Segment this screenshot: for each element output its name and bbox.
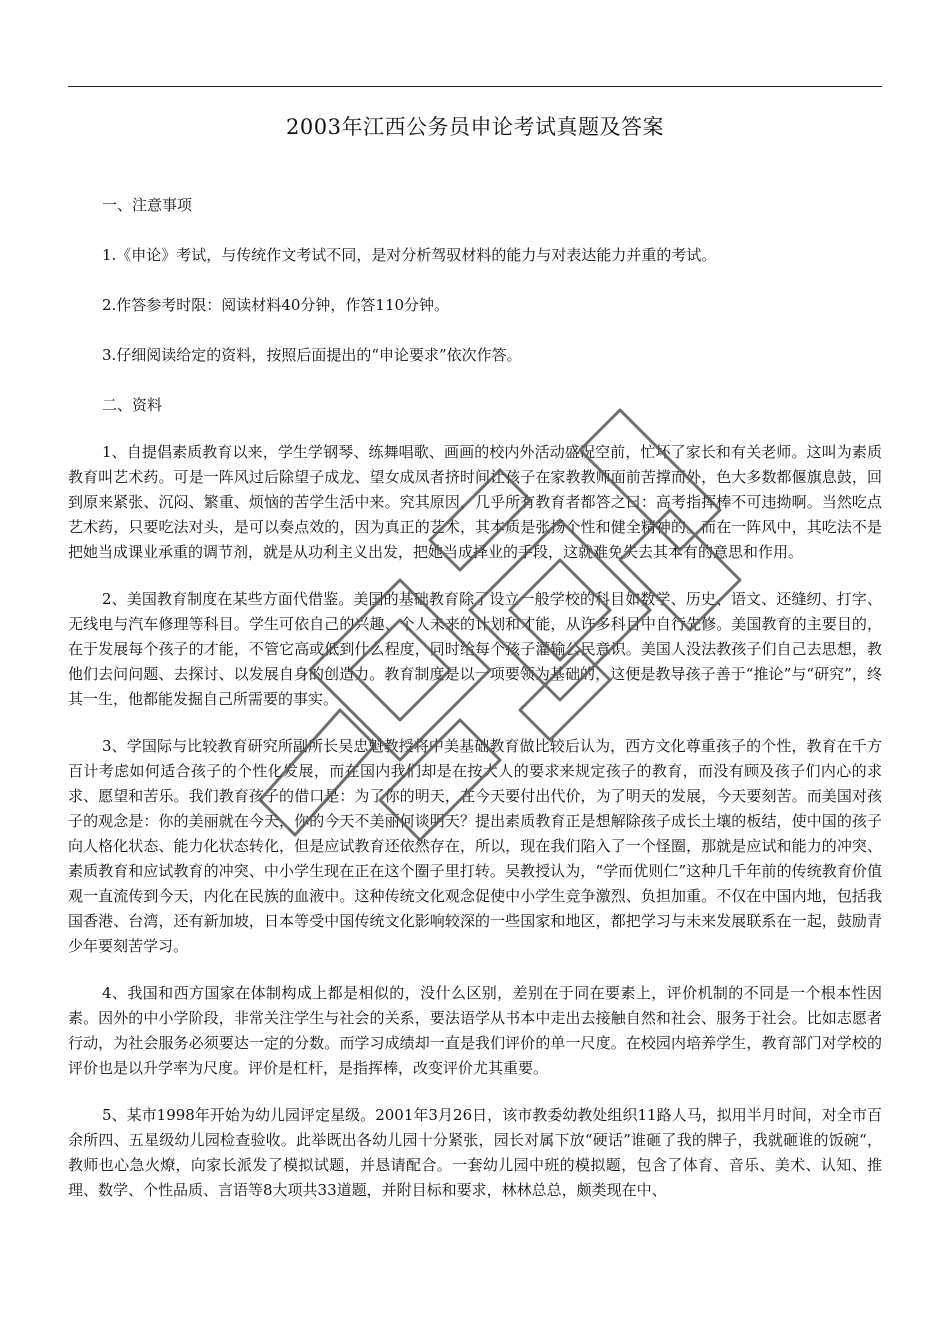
document-title: 2003年江西公务员申论考试真题及答案 bbox=[286, 115, 664, 139]
material-paragraph: 1、自提倡素质教育以来，学生学钢琴、练舞唱歌、画画的校内外活动盛况空前，忙坏了家长和有关老师。这叫为素质教育叫艺术药。可是一阵风过后除望子成龙、望女成凤者挤时间让孩子在家教教师面前苦撑而外，色大多数都偃旗息鼓，回到原来紧张、沉闷、繁重、烦恼的苦学生活中来。究其原因，几乎所有教育者都答之曰：高考指挥棒不可违拗啊。当然吃点艺术药，只要吃法对头，是可以奏点效的，因为真正的艺术，其本质是张扬个性和健全精神的。而在一阵风中，其吃法不是把她当成课业承重的调节剂，就是从功利主义出发，把她当成择业的手段，这就难免失去其本有的意思和作用。 bbox=[68, 443, 882, 561]
document-body bbox=[68, 190, 882, 1203]
materials-heading: 二、资料 bbox=[102, 396, 163, 414]
note-item: 3.仔细阅读给定的资料，按照后面提出的“申论要求”依次作答。 bbox=[102, 346, 522, 364]
note-item: 1.《申论》考试，与传统作文考试不同，是对分析驾驭材料的能力与对表达能力并重的考试。 bbox=[102, 246, 717, 264]
material-paragraph: 3、学国际与比较教育研究所副所长吴忠魁教授将中美基础教育做比较后认为，西方文化尊重孩子的个性，教育在千方百计考虑如何适合孩子的个性化发展，而在国内我们却是在按大人的要求来规定孩子的教育，而没有顾及孩子们内心的求求、愿望和苦乐。我们教育孩子的借口是：为了你的明天，在今天要付出代价，为了明天的发展，今天要刻苦。而美国对孩子的观念是：你的美丽就在今天，你的今天不美丽何谈明天？提出素质教育正是想解除孩子成长土壤的板结，使中国的孩子向人格化状态、能力化状态转化，但是应试教育还依然存在，所以，现在我们陷入了一个怪圈，那就是应试和能力的冲突、素质教育和应试教育的冲突、中小学生现在正在这个圈子里打转。吴教授认为，“学而优则仁”这种几千年前的传统教育价值观一直流传到今天，内化在民族的血液中。这种传统文化观念促使中小学生竞争激烈、负担加重。不仅在中国内地，包括我国香港、台湾，还有新加坡，日本等受中国传统文化影响较深的一些国家和地区，都把学习与未来发展联系在一起，鼓励青少年要刻苦学习。 bbox=[68, 737, 882, 955]
header-rule bbox=[68, 86, 882, 87]
note-item: 2.作答参考时限：阅读材料40分钟，作答110分钟。 bbox=[102, 296, 450, 314]
material-paragraph: 5、某市1998年开始为幼儿园评定星级。2001年3月26日，该市教委幼教处组织11路人马，拟用半月时间，对全市百余所四、五星级幼儿园检查验收。此举既出各幼儿园十分紧张，园长对属下放“硬话”谁砸了我的牌子，我就砸谁的饭碗“，教师也心急火燎，向家长派发了模拟试题，并恳请配合。一套幼儿园中班的模拟题，包含了体育、音乐、美术、认知、推理、数学、个性品质、言语等8大项共33道题，并附目标和要求，林林总总，颇类现在中、 bbox=[68, 1106, 882, 1199]
material-paragraph: 2、美国教育制度在某些方面代借鉴。美国的基础教育除了设立一般学校的科目如数学、历史、语文、还缝纫、打字、无线电与汽车修理等科目。学生可依自己的兴趣、个人未来的计划和才能，从许多科目中自行先修。美国教育的主要目的，在于发展每个孩子的才能，不管它高或低到什么程度，同时给每个孩子灌输公民意识。美国人没法教孩子们自己去思想，教他们去问问题、去探讨、以发展自身的创造力。教育制度是以一项要领为基础的，这便是教导孩子善于“推论”与“研究”，终其一生，他都能发掘自己所需要的事实。 bbox=[68, 590, 882, 708]
material-paragraph: 4、我国和西方国家在体制构成上都是相似的，没什么区别，差别在于同在要素上，评价机制的不同是一个根本性因素。因外的中小学阶段，非常关注学生与社会的关系，要法语学从书本中走出去接触自然和社会、服务于社会。比如志愿者行动，为社会服务必须要达一定的分数。而学习成绩却一直是我们评价的单一尺度。在校园内培养学生，教育部门对学校的评价也是以升学率为尺度。评价是杠杆，是指挥棒，改变评价尤其重要。 bbox=[68, 984, 882, 1077]
notes-heading: 一、注意事项 bbox=[102, 196, 193, 214]
